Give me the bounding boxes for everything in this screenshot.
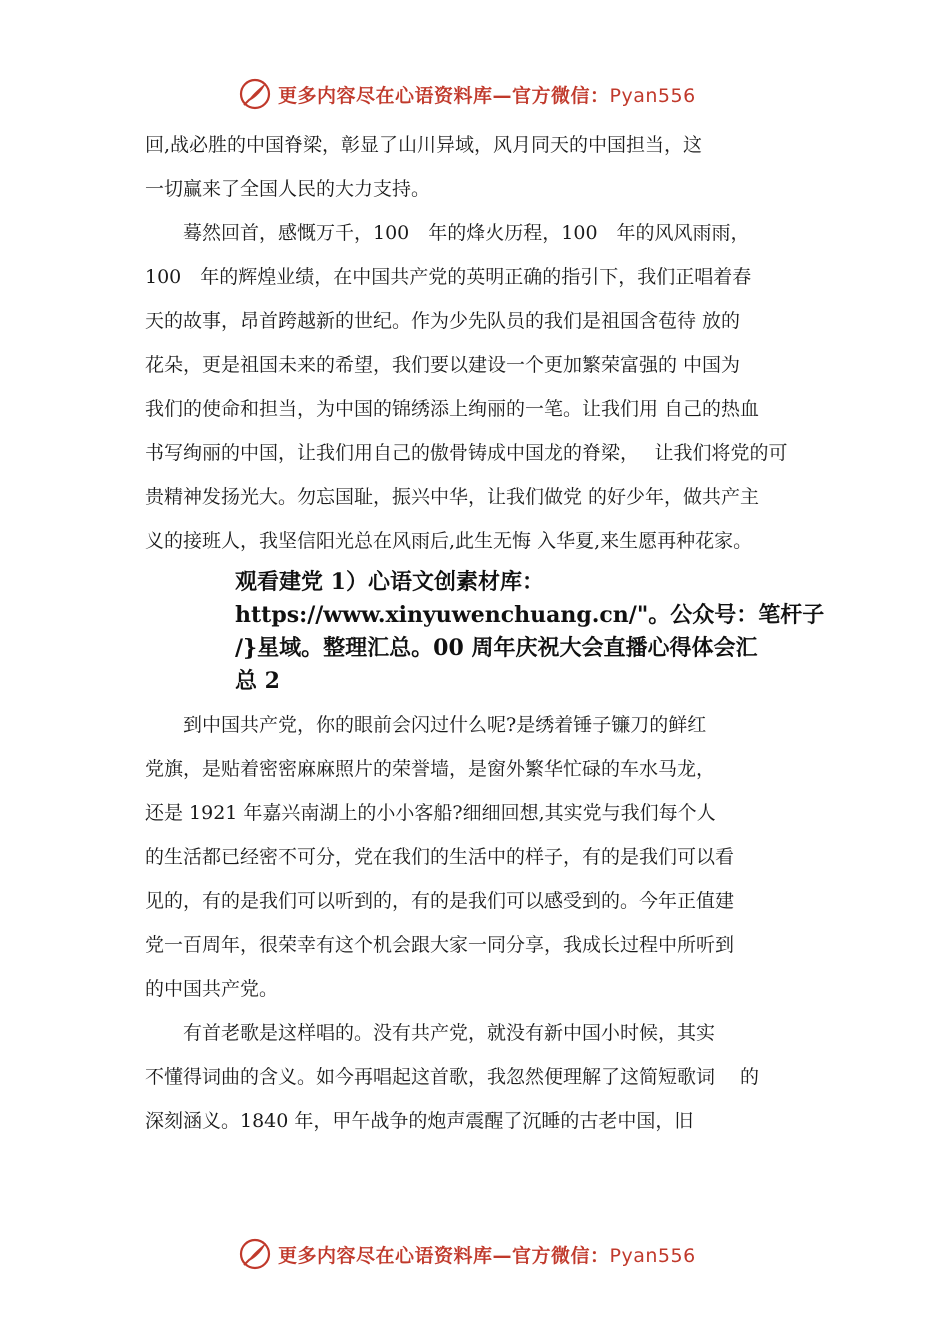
text-line: 党一百周年，很荣幸有这个机会跟大家一同分享，我成长过程中所听到 — [145, 934, 735, 956]
text-line: 花朵，更是祖国未来的希望，我们要以建设一个更加繁荣富强的 中国为 — [145, 354, 741, 376]
heading-line: /}星域。整理汇总。00 周年庆祝大会直播心得体会汇 — [235, 635, 758, 661]
document-body-top — [145, 123, 835, 563]
text-line: 到中国共产党，你的眼前会闪过什么呢?是绣着锤子镰刀的鲜红 — [145, 714, 707, 736]
document-body-bottom — [145, 703, 835, 1143]
heading-line-url: https://www.xinyuwenchuang.cn/"。公众号：笔杆子 — [235, 602, 825, 628]
text-line: 100 年的辉煌业绩，在中国共产党的英明正确的指引下，我们正唱着春 — [145, 266, 752, 288]
text-line: 回,战必胜的中国脊梁，彰显了山川异域，风月同天的中国担当，这 — [145, 134, 703, 156]
text-line: 深刻涵义。1840 年，甲午战争的炮声震醒了沉睡的古老中国，旧 — [145, 1110, 694, 1132]
text-line: 有首老歌是这样唱的。没有共产党，就没有新中国小时候，其实 — [145, 1022, 716, 1044]
banner-content — [238, 1234, 696, 1274]
banner-text — [278, 1241, 696, 1268]
paragraph-2 — [145, 211, 835, 563]
paragraph-4 — [145, 1011, 835, 1143]
text-line: 我们的使命和担当，为中国的锦绣添上绚丽的一笔。让我们用 自己的热血 — [145, 398, 760, 420]
text-line: 的中国共产党。 — [145, 978, 279, 1000]
banner-main-text: 更多内容尽在心语资料库—官方微信： — [278, 1244, 610, 1267]
header-banner — [0, 74, 950, 114]
banner-main-text: 更多内容尽在心语资料库—官方微信： — [278, 84, 610, 107]
text-line: 贵精神发扬光大。勿忘国耻，振兴中华，让我们做党 的好少年，做共产主 — [145, 486, 760, 508]
heading-line: 总 2 — [235, 668, 280, 694]
text-line: 党旗，是贴着密密麻麻照片的荣誉墙，是窗外繁华忙碌的车水马龙， — [145, 758, 716, 780]
text-line: 义的接班人，我坚信阳光总在风雨后,此生无悔 入华夏,来生愿再种花家。 — [145, 530, 753, 552]
text-line: 蓦然回首，感慨万千，100 年的烽火历程，100 年的风风雨雨， — [145, 222, 750, 244]
paragraph-3 — [145, 703, 835, 1011]
banner-content — [238, 74, 696, 114]
banner-text — [278, 81, 696, 108]
text-line: 书写绚丽的中国，让我们用自己的傲骨铸成中国龙的脊梁， 让我们将党的可 — [145, 442, 788, 464]
quill-logo-icon — [238, 1237, 272, 1271]
text-line: 见的，有的是我们可以听到的，有的是我们可以感受到的。今年正值建 — [145, 890, 735, 912]
heading-line: 观看建党 1）心语文创素材库： — [235, 569, 544, 595]
footer-banner — [0, 1234, 950, 1274]
text-line: 不懂得词曲的含义。如今再唱起这首歌，我忽然便理解了这简短歌词 的 — [145, 1066, 760, 1088]
paragraph-1 — [145, 123, 835, 211]
banner-wechat-id: Pyan556 — [609, 84, 696, 107]
text-line: 的生活都已经密不可分，党在我们的生活中的样子，有的是我们可以看 — [145, 846, 735, 868]
text-line: 天的故事，昂首跨越新的世纪。作为少先队员的我们是祖国含苞待 放的 — [145, 310, 741, 332]
text-line: 一切赢来了全国人民的大力支持。 — [145, 178, 431, 200]
section-heading — [235, 566, 835, 698]
banner-wechat-id: Pyan556 — [609, 1244, 696, 1267]
text-line: 还是 1921 年嘉兴南湖上的小小客船?细细回想,其实党与我们每个人 — [145, 802, 716, 824]
quill-logo-icon — [238, 77, 272, 111]
